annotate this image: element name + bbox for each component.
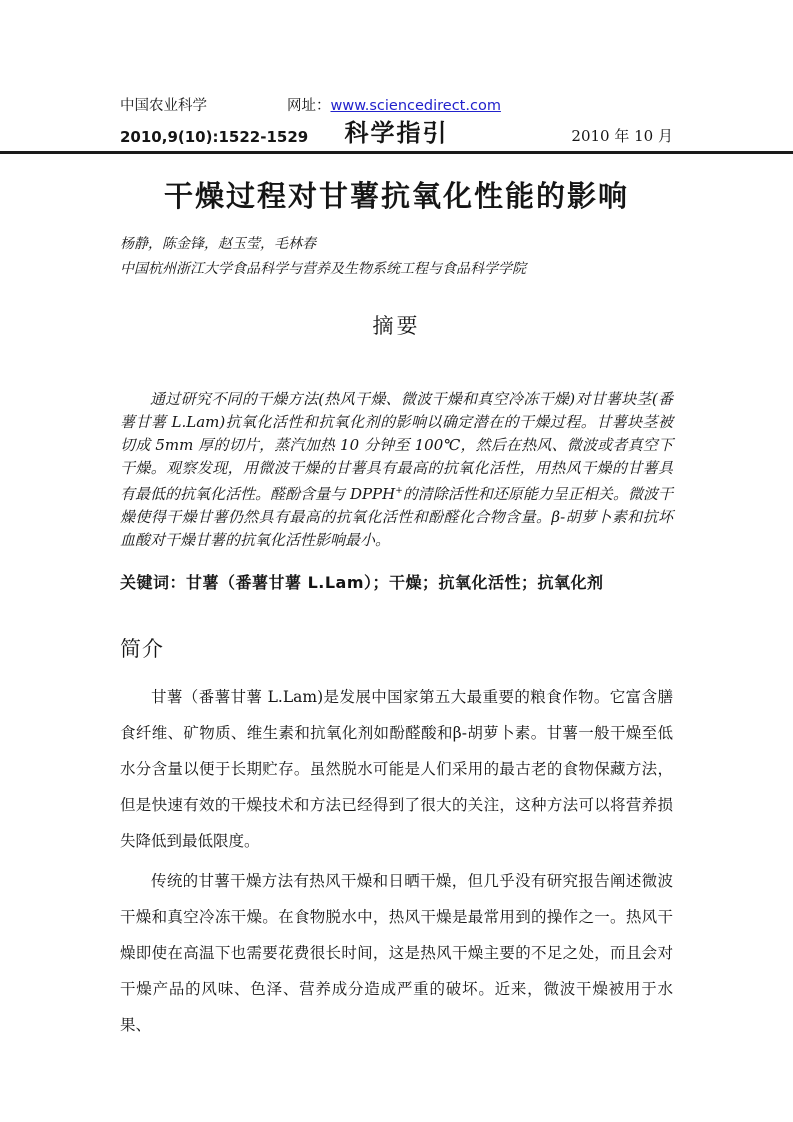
journal-url-group xyxy=(287,94,501,115)
abstract-text-after-sup: 的清除活性和还原能力呈正相关。微波干燥使得干燥甘薯仍然具有最高的抗氧化活性和酚醛化合物含量。β-胡萝卜素和抗坏血酸对干燥甘薯的抗氧化活性影响最小。 xyxy=(120,484,673,549)
dpph-superscript: + xyxy=(395,485,403,496)
journal-header xyxy=(0,94,793,146)
journal-date: 2010 年 10 月 xyxy=(571,127,673,146)
intro-paragraph-2: 传统的甘薯干燥方法有热风干燥和日晒干燥，但几乎没有研究报告阐述微波干燥和真空冷冻干燥。在食物脱水中，热风干燥是最常用到的操作之一。热风干燥即使在高温下也需要花费很长时间，这是热风干燥主要的不足之处，而且会对干燥产品的风味、色泽、营养成分造成严重的破坏。近来，微波干燥被用于水果、 xyxy=(120,871,673,1034)
intro-heading: 简介 xyxy=(120,636,164,661)
abstract-heading: 摘要 xyxy=(372,313,421,338)
header-row-bottom xyxy=(120,121,673,146)
article-body xyxy=(0,179,793,1043)
intro-paragraph-1: 甘薯（番薯甘薯 L.Lam)是发展中国家第五大最重要的粮食作物。它富含膳食纤维、矿物质、维生素和抗氧化剂如酚醛酸和β-胡萝卜素。甘薯一般干燥至低水分含量以便于长期贮存。虽然脱水可能是人们采用的最古老的食物保藏方法，但是快速有效的干燥技术和方法已经得到了很大的关注，这种方法可以将营养损失降低到最低限度。 xyxy=(120,687,673,850)
journal-name: 中国农业科学 xyxy=(120,98,207,114)
article-title: 干燥过程对甘薯抗氧化性能的影响 xyxy=(163,179,629,214)
keywords-value: 甘薯（番薯甘薯 L.Lam）；干燥；抗氧化活性；抗氧化剂 xyxy=(186,572,604,592)
article-authors: 杨静，陈金锋，赵玉莹，毛林春 xyxy=(120,235,316,252)
abstract-paragraph xyxy=(120,388,673,552)
header-divider xyxy=(0,151,793,154)
url-label: 网址： xyxy=(287,98,331,114)
journal-url-link[interactable]: www.sciencedirect.com xyxy=(330,98,501,114)
article-affiliation: 中国杭州浙江大学食品科学与营养及生物系统工程与食品科学学院 xyxy=(120,260,526,277)
journal-issue: 2010,9(10):1522-1529 xyxy=(120,128,309,147)
keywords-line xyxy=(120,570,673,593)
journal-title: 科学指引 xyxy=(344,119,449,147)
header-row-top xyxy=(120,94,673,115)
author-block xyxy=(120,232,673,282)
keywords-label: 关键词： xyxy=(120,572,187,592)
abstract-text-before-sup: 通过研究不同的干燥方法(热风干燥、微波干燥和真空冷冻干燥)对甘薯块茎(番薯甘薯 L.Lam)抗氧化活性和抗氧化剂的影响以确定潜在的干燥过程。甘薯块茎被切成 5mm 厚的切片，蒸汽加热 10 分钟至 100℃，然后在热风、微波或者真空下干燥。观察发现，用微波干燥的甘薯具有最高的抗氧化活性，用热风干燥的甘薯具有最低的抗氧化活性。醛酚含量与 DPPH xyxy=(120,389,673,503)
